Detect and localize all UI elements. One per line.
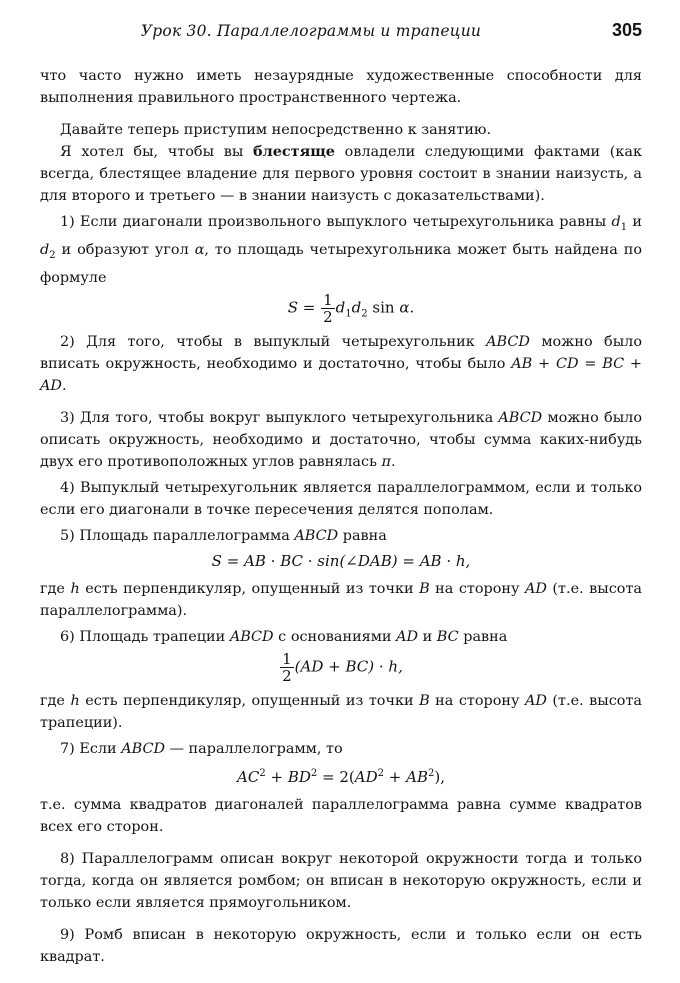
emphasis-brilliantly: блестяще — [253, 143, 335, 160]
running-title: Урок 30. Параллелограммы и трапеции — [140, 22, 482, 40]
fact-4: 4) Выпуклый четырехугольник является параллелограммом, если и только если его диагонали в точке пересечения делятся пополам. — [40, 480, 642, 519]
page-number: 305 — [611, 20, 642, 40]
formula-parallelogram-diagonals: $AC^2 + BD^2 = 2(AD^2 + AB^2)$, — [237, 768, 445, 787]
fact-7: 7) Если ABCD — параллелограмм, то — [60, 741, 343, 758]
fact-3: 3) Для того, чтобы вокруг выпуклого четырехугольника ABCD можно было описать окружность, необходимо и достаточно, чтобы сумма каких-нибудь двух его противоположных углов равнялась π. — [40, 410, 642, 471]
fact-8: 8) Параллелограмм описан вокруг некоторой окружности тогда и только тогда, когда он является ромбом; он вписан в некоторую окружность, если и только если является прямоугольником. — [40, 851, 642, 912]
fact-2: 2) Для того, чтобы в выпуклый четырехугольник ABCD можно было вписать окружность, необходимо и достаточно, чтобы было AB + CD = BC + AD. — [40, 334, 642, 395]
fact-6: 6) Площадь трапеции ABCD с основаниями AD и BC равна — [60, 629, 508, 646]
paragraph-intro-continued: что часто нужно иметь незаурядные художественные способности для выполнения правильного пространственного чертежа. — [40, 68, 642, 106]
fraction-one-half: $\frac{1}{2}$ — [282, 650, 292, 686]
formula-parallelogram-area: S = AB · BC · sin(∠DAB) = AB · h, — [211, 552, 471, 571]
fact-6-explanation: где h есть перпендикуляр, опущенный из точки B на сторону AD (т.е. высота трапеции). — [40, 693, 642, 732]
fact-9: 9) Ромб вписан в некоторую окружность, если и только если он есть квадрат. — [40, 927, 642, 966]
fact-7-explanation: т.е. сумма квадратов диагоналей параллелограмма равна сумме квадратов всех его сторон. — [40, 797, 642, 836]
fact-5-explanation: где h есть перпендикуляр, опущенный из точки B на сторону AD (т.е. высота параллелограмма). — [40, 581, 642, 620]
fraction-one-half: $\frac{1}{2}$ — [323, 290, 333, 326]
page-header — [40, 20, 642, 46]
fact-1: 1) Если диагонали произвольного выпуклого четырехугольника равны $d_1$ и $d_2$ и образуют угол α, то площадь четырехугольника может быть найдена по формуле — [40, 214, 642, 286]
page-body — [40, 65, 642, 968]
paragraph-mastery: Я хотел бы, чтобы вы блестяще овладели следующими фактами (как всегда, блестящее владение для первого уровня состоит в знании наизусть, а для второго и третьего — в знании наизусть с доказательствами). — [40, 143, 642, 204]
formula-trapezoid-area: $\frac{1}{2}$ (AD + BC) · h, — [282, 650, 403, 686]
formula-quadrilateral-area: S = $\frac{1}{2}$ $d_1d_2$ sin α. — [287, 290, 415, 326]
fact-5: 5) Площадь параллелограмма ABCD равна — [60, 528, 387, 545]
paragraph-start-lesson: Давайте теперь приступим непосредственно к занятию. — [60, 122, 492, 138]
